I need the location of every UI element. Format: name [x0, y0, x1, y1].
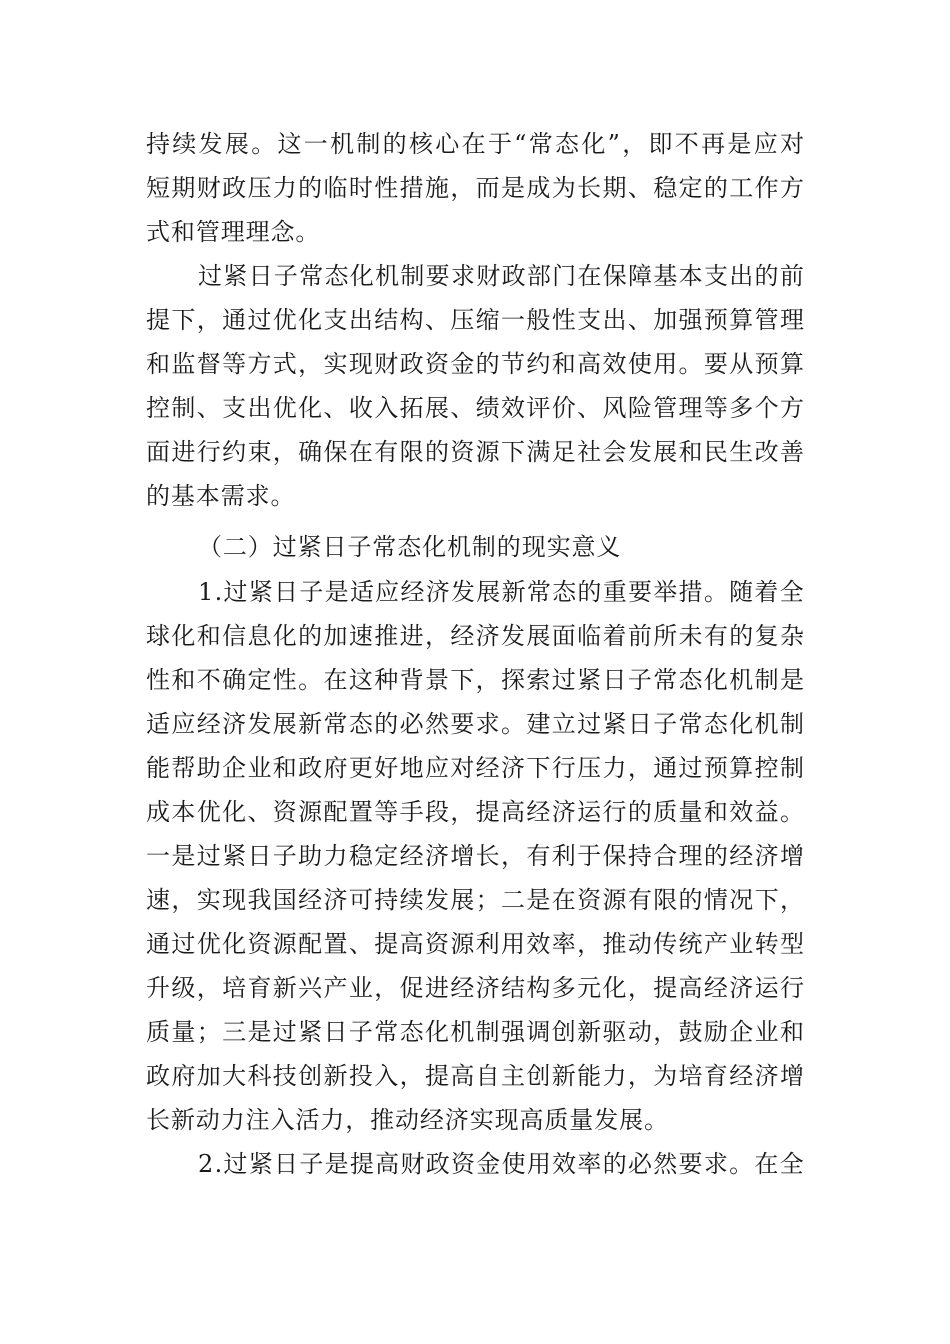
text-line: 和 监 督 等 方 式 ， 实 现 财 政 资 金 的 节 约 和 高 效 使 用 。 要 从 预 算 — [146, 350, 804, 378]
text-line: 通 过 优 化 资 源 配 置 、 提 高 资 源 利 用 效 率 ， 推 动 传 统 产 业 转 型 — [146, 930, 804, 958]
text-line: 速 ， 实 现 我 国 经 济 可 持 续 发 展 ； 二 是 在 资 源 有 限 的 情 况 下 ， — [146, 886, 804, 914]
text-line: 式和管理理念。 — [146, 218, 321, 246]
text-line: 面 进 行 约 束 ， 确 保 在 有 限 的 资 源 下 满 足 社 会 发 展 和 民 生 改 善 — [146, 438, 804, 466]
text-line: 控 制 、 支 出 优 化 、 收 入 拓 展 、 绩 效 评 价 、 风 险 管 理 等 多 个 方 — [146, 394, 804, 422]
text-line: 提 下 ， 通 过 优 化 支 出 结 构 、 压 缩 一 般 性 支 出 、 加 强 预 算 管 理 — [146, 306, 804, 334]
text-line: 质 量 ； 三 是 过 紧 日 子 常 态 化 机 制 强 调 创 新 驱 动 ， 鼓 励 企 业 和 — [146, 1018, 804, 1046]
paragraph-first-line: 2 . 过 紧 日 子 是 提 高 财 政 资 金 使 用 效 率 的 必 然 要 求 。 在 全 — [198, 1150, 804, 1178]
text-line: 能 帮 助 企 业 和 政 府 更 好 地 应 对 经 济 下 行 压 力 ， 通 过 预 算 控 制 — [146, 754, 804, 782]
text-line: 长新动力注入活力，推动经济实现高质量发展。 — [146, 1106, 669, 1134]
text-line: 性 和 不 确 定 性 。 在 这 种 背 景 下 ， 探 索 过 紧 日 子 常 态 化 机 制 是 — [146, 666, 804, 694]
text-line: 适 应 经 济 发 展 新 常 态 的 必 然 要 求 。 建 立 过 紧 日 子 常 态 化 机 制 — [146, 710, 804, 738]
text-line: 一 是 过 紧 日 子 助 力 稳 定 经 济 增 长 ， 有 利 于 保 持 合 理 的 经 济 增 — [146, 842, 804, 870]
text-line: 升 级 ， 培 育 新 兴 产 业 ， 促 进 经 济 结 构 多 元 化 ， 提 高 经 济 运 行 — [146, 974, 804, 1002]
text-line: 政 府 加 大 科 技 创 新 投 入 ， 提 高 自 主 创 新 能 力 ， 为 培 育 经 济 增 — [146, 1062, 804, 1090]
section-heading: （二）过紧日子常态化机制的现实意义 — [198, 533, 622, 561]
text-line: 成 本 优 化 、 资 源 配 置 等 手 段 ， 提 高 经 济 运 行 的 质 量 和 效 益 。 — [146, 798, 804, 826]
text-line: 球 化 和 信 息 化 的 加 速 推 进 ， 经 济 发 展 面 临 着 前 所 未 有 的 复 杂 — [146, 622, 804, 650]
text-line: 短 期 财 政 压 力 的 临 时 性 措 施 ， 而 是 成 为 长 期 、 稳 定 的 工 作 方 — [146, 174, 804, 202]
paragraph-first-line: 1 . 过 紧 日 子 是 适 应 经 济 发 展 新 常 态 的 重 要 举 措 。 随 着 全 — [198, 578, 804, 606]
paragraph-first-line: 过 紧 日 子 常 态 化 机 制 要 求 财 政 部 门 在 保 障 基 本 支 出 的 前 — [198, 262, 804, 290]
text-line: 持 续 发 展 。 这 一 机 制 的 核 心 在 于 “ 常 态 化 ” ， 即 不 再 是 应 对 — [146, 130, 804, 158]
text-line: 的基本需求。 — [146, 482, 296, 510]
